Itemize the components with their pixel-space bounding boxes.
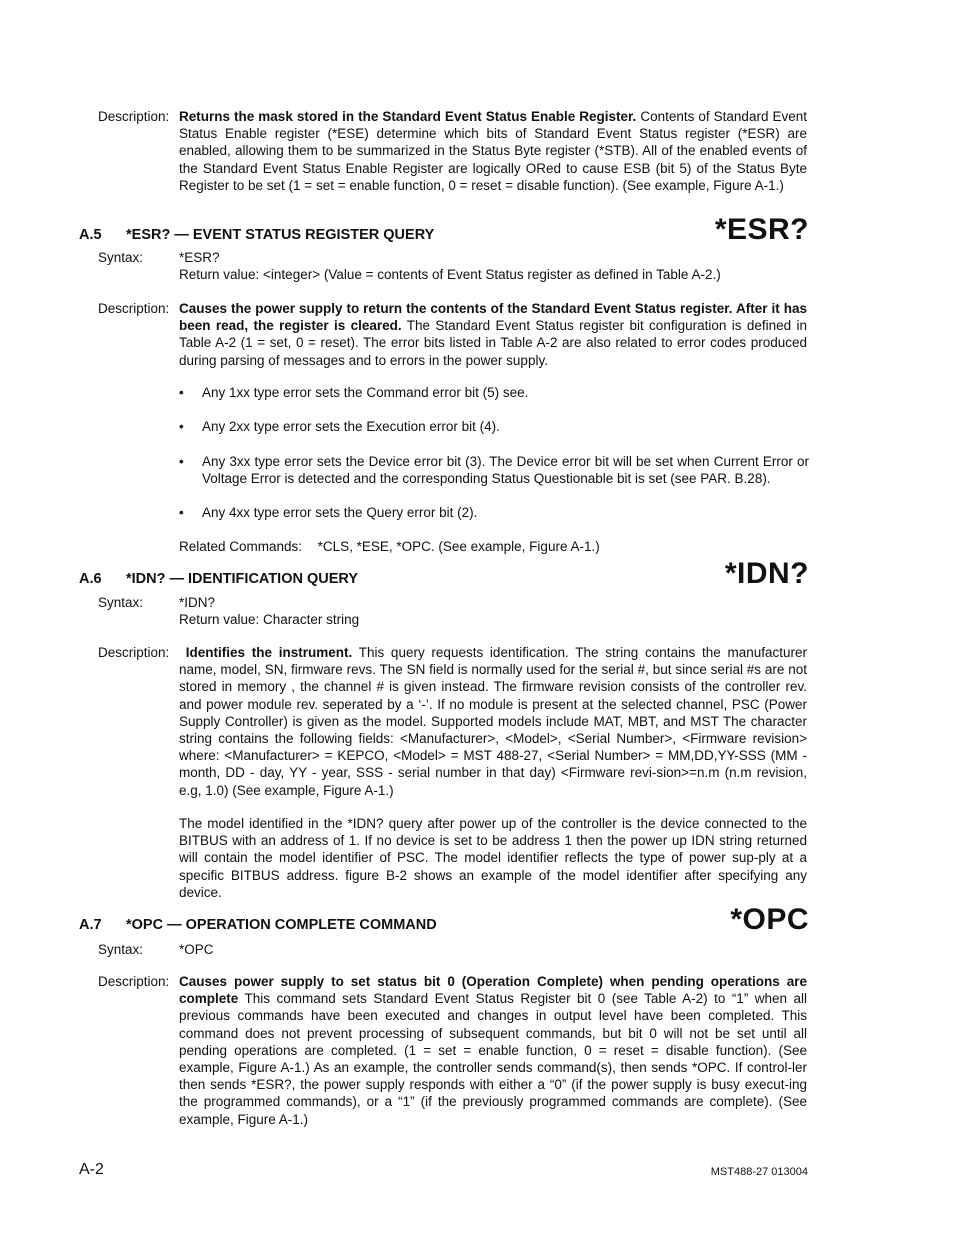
a5-description-text: The Standard Event Status register bit configuration is defined in Table A-2 (1 = set, 0 = reset). The error bits listed in Table A-2 are also related to error codes produced during parsing of messages and to errors in the power supply. xyxy=(179,318,807,368)
section-number: A.5 xyxy=(79,227,102,243)
section-a7-heading xyxy=(79,897,809,937)
a6-description-paragraph-2: The model identified in the *IDN? query after power up of the controller is the device connected to the BITBUS with an address of 1. If no device is set to be address 1 then the power up IDN string returned will contain the model identifier of PSC. The model identifier reflects the type of power sup-ply at a specific BITBUS address. figure B-2 shows an example of the model identifier after specifying any device. xyxy=(179,816,807,900)
a7-description-bold: Causes power supply to set status bit 0 (Operation Complete) when pending operations are complete xyxy=(179,974,807,1007)
section-a5-heading xyxy=(79,207,809,247)
description-label: Description: xyxy=(98,109,170,124)
a6-description-bold: Identifies the instrument. xyxy=(185,645,353,660)
bullet-glyph: • xyxy=(179,385,184,400)
bullet-glyph: • xyxy=(179,454,184,469)
ese-description-bold: Returns the mask stored in the Standard Event Status Enable Register. xyxy=(179,109,637,124)
syntax-command: *ESR? xyxy=(179,250,220,265)
syntax-label: Syntax: xyxy=(98,942,144,957)
document-id: MST488-27 013004 xyxy=(710,1166,808,1178)
syntax-label: Syntax: xyxy=(98,595,144,610)
a6-description-text: This query requests identification. The string contains the manufacturer name, model, SN, firmware revs. The SN field is normally used for the serial #, but since serial #s are not stored in memory , the channel # is given instead. The firmware revision consists of the controller rev. and power module rev. seperated by a ‘-’. If no module is present at the selected channel, PSC (Power Supply Controller) is given as the model. Supported models include MAT, MBT, and MST The character string contains the following fields: <Manufacturer>, <Model>, <Serial Number>, <Firmware revision> where: <Manufacturer> = KEPCO, <Model> = MST 488-27, <Serial Number> = MM,DD,YY-SSS (MM - month, DD - day, YY - year, SSS - serial number in that day) <Firmware revi-sion>=n.m (n.m revision, e.g, 1.0) (See example, Figure A-1.) xyxy=(179,645,807,798)
page-number: A-2 xyxy=(79,1161,104,1178)
a5-description-bold: Causes the power supply to return the contents of the Standard Event Status register. After it has been read, the register is cleared. xyxy=(179,301,807,334)
command-mnemonic: *IDN? xyxy=(724,557,809,590)
description-label: Description: xyxy=(98,645,170,660)
bullet-glyph: • xyxy=(179,505,184,520)
command-mnemonic: *OPC xyxy=(730,903,809,936)
section-number: A.6 xyxy=(79,571,102,587)
related-commands-label: Related Commands: xyxy=(179,539,303,554)
section-title: *OPC — OPERATION COMPLETE COMMAND xyxy=(126,917,437,933)
syntax-label: Syntax: xyxy=(98,250,144,265)
syntax-return: Return value: Character string xyxy=(179,612,360,628)
description-label: Description: xyxy=(98,301,170,316)
a7-description-text: This command sets Standard Event Status Register bit 0 (see Table A-2) to “1” when all previous commands have been executed and changes in output level have been completed. This command does not prevent processing of subsequent commands, but bit 0 will not be set until all pending operations are completed. (1 = set = enable function, 0 = reset = disable function). (See example, Figure A-1.) As an example, the controller sends command(s), then sends *OPC. If control-ler then sends *ESR?, the power supply responds with either a “0” (if the power supply is busy execut-ing the programmed commands), or a “1” (if the previously programmed commands are complete). (See example, Figure A-1.) xyxy=(179,991,807,1127)
description-label: Description: xyxy=(98,974,170,989)
section-a6-heading xyxy=(79,551,809,591)
section-title: *ESR? — EVENT STATUS REGISTER QUERY xyxy=(126,227,435,243)
section-number: A.7 xyxy=(79,917,102,933)
syntax-command: *IDN? xyxy=(179,595,216,610)
section-title: *IDN? — IDENTIFICATION QUERY xyxy=(126,571,358,587)
syntax-return: Return value: <integer> (Value = contents of Event Status register as defined in Table A-2.) xyxy=(179,267,721,283)
document-page: Description: Returns the mask stored in the Standard Event Status Enable Register. Contents of Standard Event Status Enable register (*ESE) determine which bits of Standard Event Status register (*ESR) are enabled, allowing them to be summarized in the Status Byte register (*STB). All of the enabled events of the Standard Event Status Enable Register are logically ORed to cause ESB (bit 5) of the Status Byte Register to be set (1 = set = enable function, 0 = reset = disable function). (See example, Figure A-1.) A.5 *ESR? — EVENT STATUS REGISTER QUERY *ESR? Syntax: *ESR? Return value: <integer> (Value = contents of Event Status register as defined in Table A-2.) Description: Causes the power supply to return the contents of the Standard Event Status register. After it has been read, the register is cleared. The Standard Event Status register bit configuration is defined in Table A-2 (1 = set, 0 = reset). The error bits listed in Table A-2 are also related to error codes produced during parsing of messages and to errors in the power supply. • Any 1xx type error sets the Command error bit (5) see. • Any 2xx type error sets the Execution error bit (4). • Any 3xx type error sets the Device error bit (3). The Device error bit will be set when Current Error or Voltage Error is detected and the corresponding Status Questionable bit is set (see PAR. B.28). • Any 4xx type error sets the Query error bit (2). Related Commands: *CLS, *ESE, *OPC. (See example, Figure A-1.) A.6 *IDN? — IDENTIFICATION QUERY *IDN? Syntax: *IDN? Return value: Character string Description: Identifies the instrument. This query requests identification. The string contains the manufacturer name, model, SN, firmware revs. The SN field is normally used for the serial #, but since serial #s are not stored in memory , the channel # is given instead. The firmware revision consists of the controller rev. and power module rev. seperated by a ‘-’. If no module is present at the selected channel, PSC (Power Supply Controller) is given as the model. Supported models include MAT, MBT, and MST The character string contains the following fields: <Manufacturer>, <Model>, <Serial Number>, <Firmware revision> where: <Manufacturer> = KEPCO, <Model> = MST 488-27, <Serial Number> = MM,DD,YY-SSS (MM - month, DD - day, YY - year, SSS - serial number in that day) <Firmware revi-sion>=n.m (n.m revision, e.g, 1.0) (See example, Figure A-1.) The model identified in the *IDN? query after power up of the controller is the device connected to the BITBUS with an address of 1. If no device is set to be address 1 then the power up IDN string returned will contain the model identifier of PSC. The model identifier reflects the type of power sup-ply at a specific BITBUS address. figure B-2 shows an example of the model identifier after specifying any device. A.7 *OPC — OPERATION COMPLETE COMMAND *OPC Syntax: *OPC Description: Causes power supply to set status bit 0 (Operation Complete) when pending operations are complete This command sets Standard Event Status Register bit 0 (see Table A-2) to “1” when all previous commands have been executed and changes in output level have been completed. This command does not prevent processing of subsequent commands, but bit 0 will not be set until all pending operations are completed. (1 = set = enable function, 0 = reset = disable function). (See example, Figure A-1.) As an example, the controller sends command(s), then sends *OPC. If control-ler then sends *ESR?, the power supply responds with either a “0” (if the power supply is busy execut-ing the programmed commands), or a “1” (if the previously programmed commands are complete). (See example, Figure A-1.) A-2 MST488-27 013004 xyxy=(79,109,809,1178)
syntax-command: *OPC xyxy=(179,942,214,957)
ese-description-text: Contents of Standard Event Status Enable register (*ESE) determine which bits of Standard Event Status register (*ESR) are enabled, allowing them to be summarized in the Status Byte register (*STB). All of the enabled events of the Standard Event Status Enable Register are logically ORed to cause ESB (bit 5) of the Status Byte Register to be set (1 = set = enable function, 0 = reset = disable function). (See example, Figure A-1.) xyxy=(179,109,807,193)
bullet-glyph: • xyxy=(179,419,184,434)
related-commands-text: *CLS, *ESE, *OPC. (See example, Figure A-1.) xyxy=(317,539,600,554)
command-mnemonic: *ESR? xyxy=(714,213,809,246)
